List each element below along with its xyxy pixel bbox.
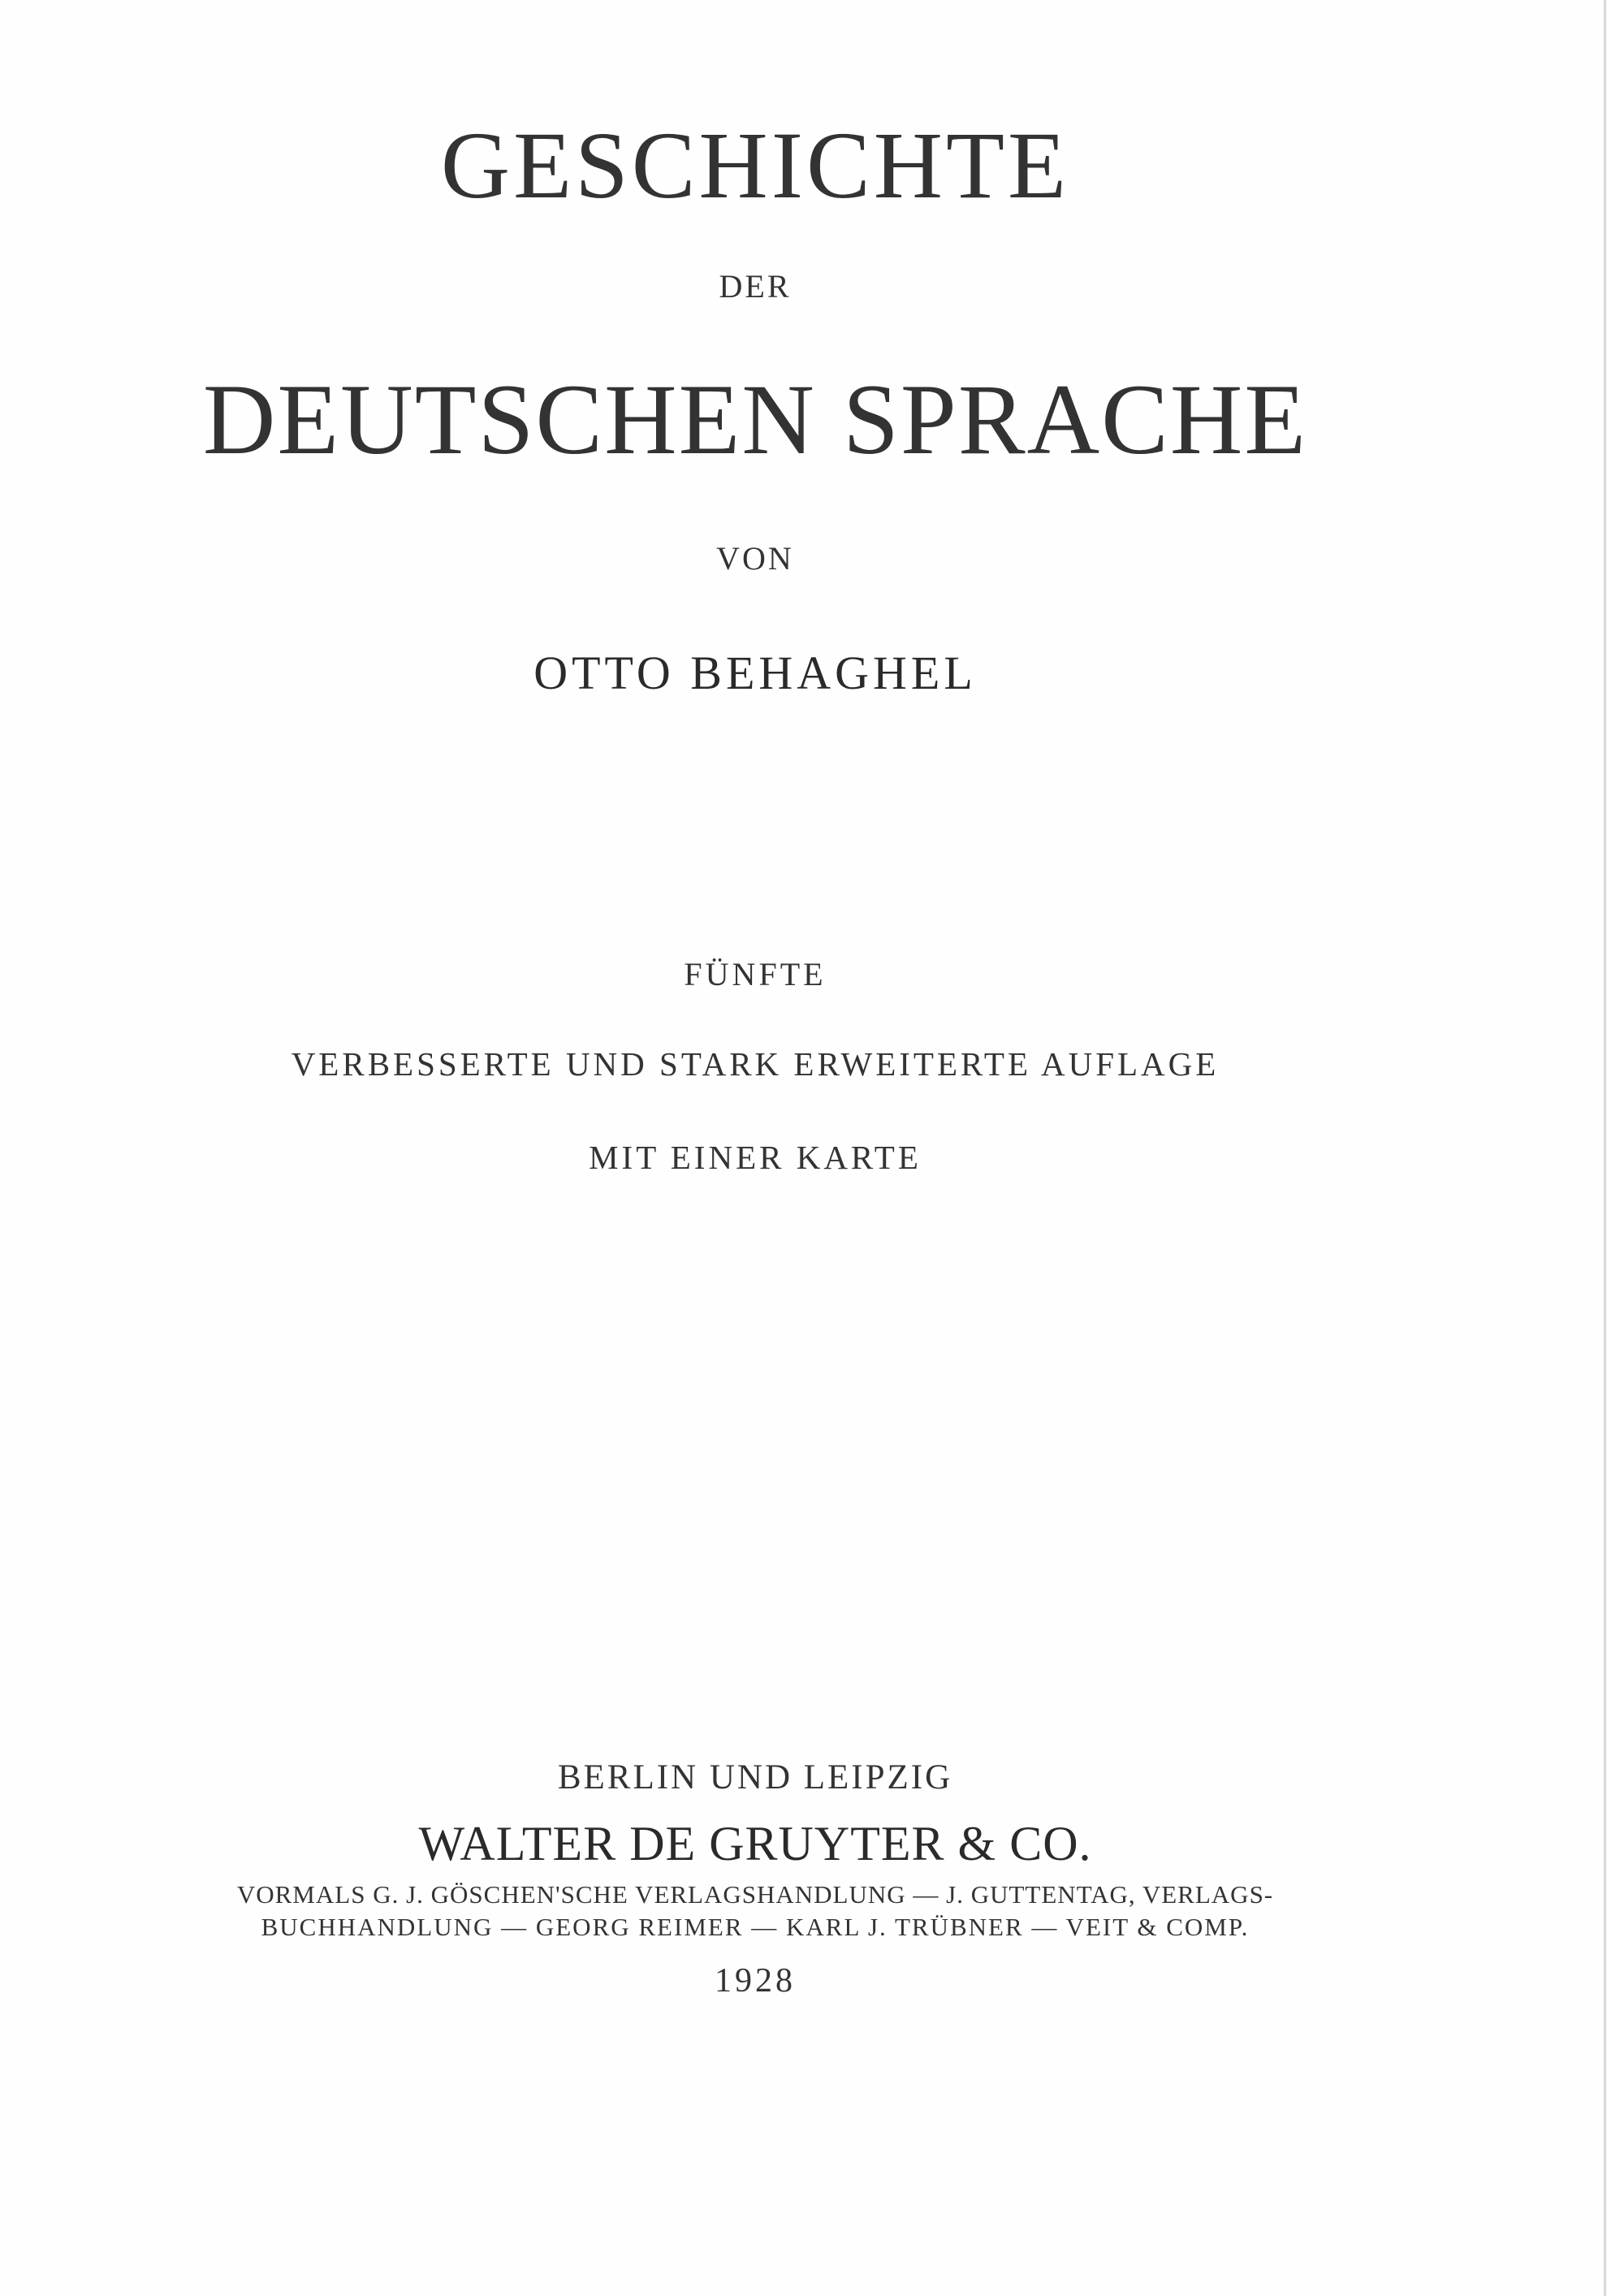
page-edge (1604, 0, 1606, 2296)
book-title-line-2: DER (719, 268, 792, 305)
book-title-line-1: GESCHICHTE (440, 112, 1070, 218)
edition-line-1: FÜNFTE (684, 956, 827, 992)
former-publishers-line-1: VORMALS G. J. GÖSCHEN'SCHE VERLAGSHANDLUNG — J. GUTTENTAG, VERLAGS- (236, 1880, 1274, 1909)
publisher-name: WALTER DE GRUYTER & CO. (418, 1817, 1092, 1870)
book-title-line-3: DEUTSCHEN SPRACHE (202, 364, 1308, 475)
author-name: OTTO BEHAGHEL (533, 646, 977, 699)
publication-year: 1928 (715, 1962, 796, 2000)
former-publishers-line-2: BUCHHANDLUNG — GEORG REIMER — KARL J. TRÜBNER — VEIT & COMP. (261, 1913, 1250, 1941)
edition-line-2: VERBESSERTE UND STARK ERWEITERTE AUFLAGE (291, 1045, 1220, 1083)
by-label: VON (716, 540, 794, 577)
publication-place: BERLIN UND LEIPZIG (557, 1758, 953, 1797)
edition-line-3: MIT EINER KARTE (589, 1139, 922, 1176)
